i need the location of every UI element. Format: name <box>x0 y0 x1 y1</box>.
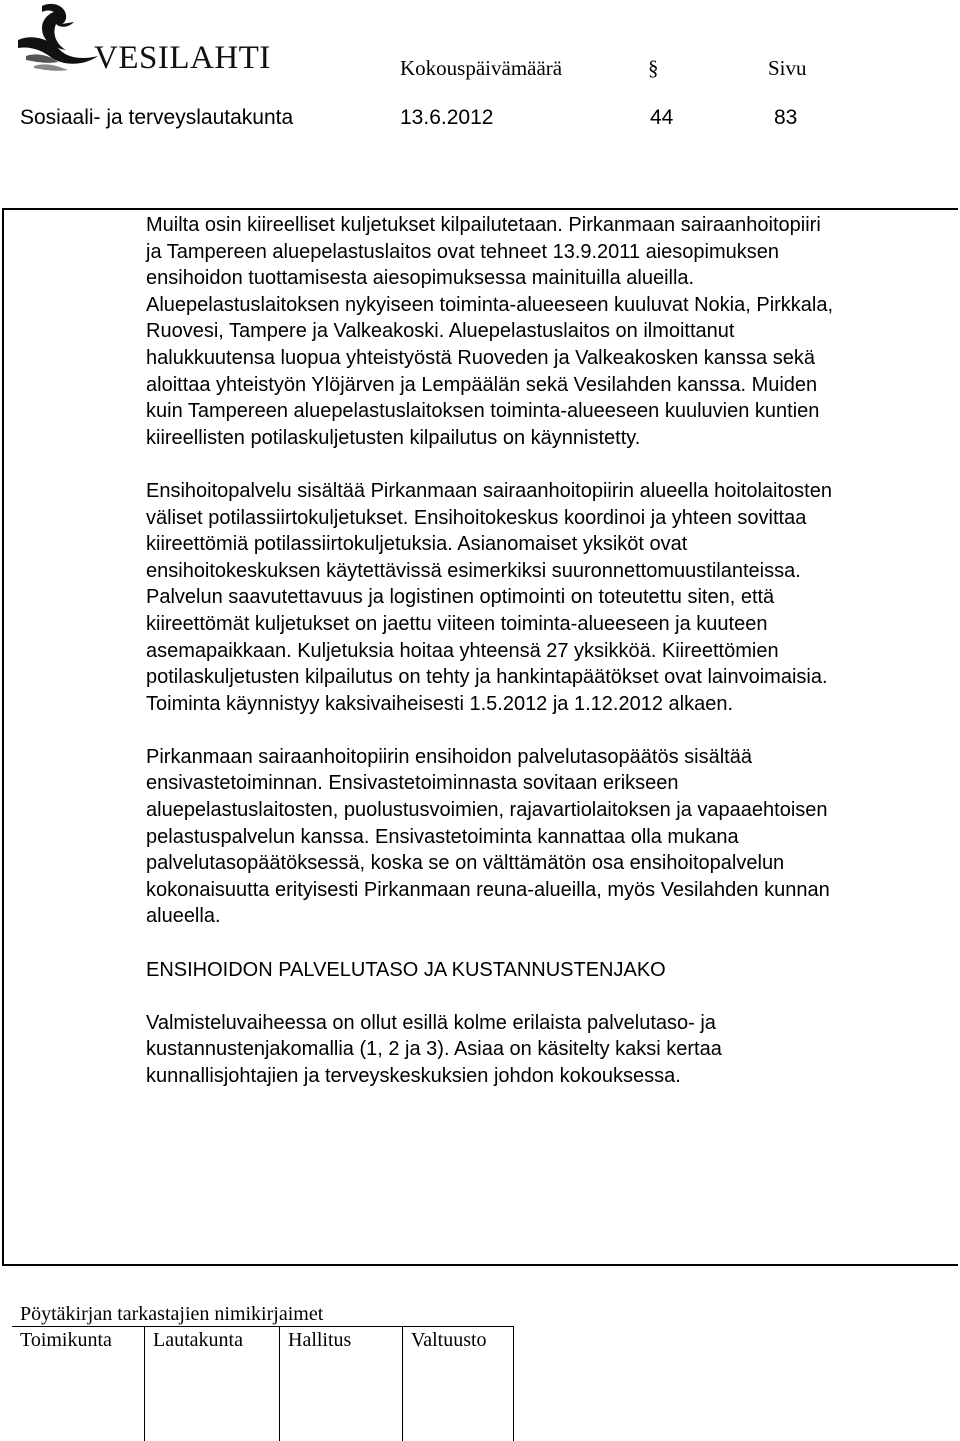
meeting-date: 13.6.2012 <box>400 106 493 130</box>
page-number: 83 <box>774 106 797 130</box>
signature-cell-valtuusto: Valtuusto <box>403 1327 514 1441</box>
document-body <box>146 212 946 1090</box>
committee-name: Sosiaali- ja terveyslautakunta <box>20 106 293 130</box>
body-paragraph: Valmisteluvaiheessa on ollut esillä kolme erilaista palvelutaso- ja kustannustenjakomallia (1, 2 ja 3). Asiaa on käsitelty kaksi kertaa kunnallisjohtajien ja terveyskeskuksien johdon kokouksessa. <box>146 1010 946 1090</box>
signature-section-title: Pöytäkirjan tarkastajien nimikirjaimet <box>20 1303 323 1326</box>
paragraph-label: § <box>648 56 659 81</box>
body-paragraph: Ensihoitopalvelu sisältää Pirkanmaan sairaanhoitopiirin alueella hoitolaitosten väliset potilassiirtokuljetukset. Ensihoitokeskus koordinoi ja yhteen sovittaa kiireettömiä potilassiirtokuljetuksia. Asianomaiset yksiköt ovat ensihoitokeskuksen käytettävissä esimerkiksi suuronnettomuustilanteissa. Palvelun saavutettavuus ja logistinen optimointi on toteutettu siten, että kiireettömät kuljetukset on jaettu viiteen toiminta-alueeseen ja kuuteen asemapaikkaan. Kuljetuksia hoitaa yhteensä 27 yksikköä. Kiireettömien potilaskuljetusten kilpailutus on tehty ja hankintapäätökset ovat lainvoimaisia. Toiminta käynnistyy kaksivaiheisesti 1.5.2012 ja 1.12.2012 alkaen. <box>146 478 946 717</box>
body-paragraph: Muilta osin kiireelliset kuljetukset kilpailutetaan. Pirkanmaan sairaanhoitopiiri ja Tampereen aluepelastuslaitos ovat tehneet 13.9.2011 aiesopimuksen ensihoidon tuottamisesta aiesopimuksessa mainituilla alueilla. Aluepelastuslaitoksen nykyiseen toiminta-alueeseen kuuluvat Nokia, Pirkkala, Ruovesi, Tampere ja Valkeakoski. Aluepelastuslaitos on ilmoittanut halukkuutensa luopua yhteistyöstä Ruoveden ja Valkeakosken kanssa sekä aloittaa yhteistyön Ylöjärven ja Lempäälän sekä Vesilahden kanssa. Muiden kuin Tampereen aluepelastuslaitoksen toiminta-alueeseen kuuluvien kuntien kiireellisten potilaskuljetusten kilpailutus on käynnistetty. <box>146 212 946 451</box>
body-paragraph: Pirkanmaan sairaanhoitopiirin ensihoidon palvelutasopäätös sisältää ensivastetoiminnan. Ensivastetoiminnasta sovitaan erikseen aluepelastuslaitosten, puolustusvoimien, rajavartiolaitoksen ja vapaaehtoisen pelastuspalvelun kanssa. Ensivastetoiminta kannattaa olla mukana palvelutasopäätöksessä, koska se on välttämätön osa ensihoitopalvelun kokonaisuutta erityisesti Pirkanmaan reuna-alueilla, myös Vesilahden kunnan alueella. <box>146 744 946 930</box>
swan-icon <box>18 4 98 71</box>
signature-cell-toimikunta: Toimikunta <box>12 1327 145 1441</box>
logo-text: VESILAHTI <box>94 40 271 77</box>
signature-table <box>12 1326 514 1441</box>
paragraph-number: 44 <box>650 106 673 130</box>
signature-cell-hallitus: Hallitus <box>280 1327 403 1441</box>
page-label: Sivu <box>768 56 807 81</box>
signature-cell-lautakunta: Lautakunta <box>145 1327 280 1441</box>
section-heading: ENSIHOIDON PALVELUTASO JA KUSTANNUSTENJAKO <box>146 957 946 984</box>
meeting-date-label: Kokouspäivämäärä <box>400 56 562 81</box>
